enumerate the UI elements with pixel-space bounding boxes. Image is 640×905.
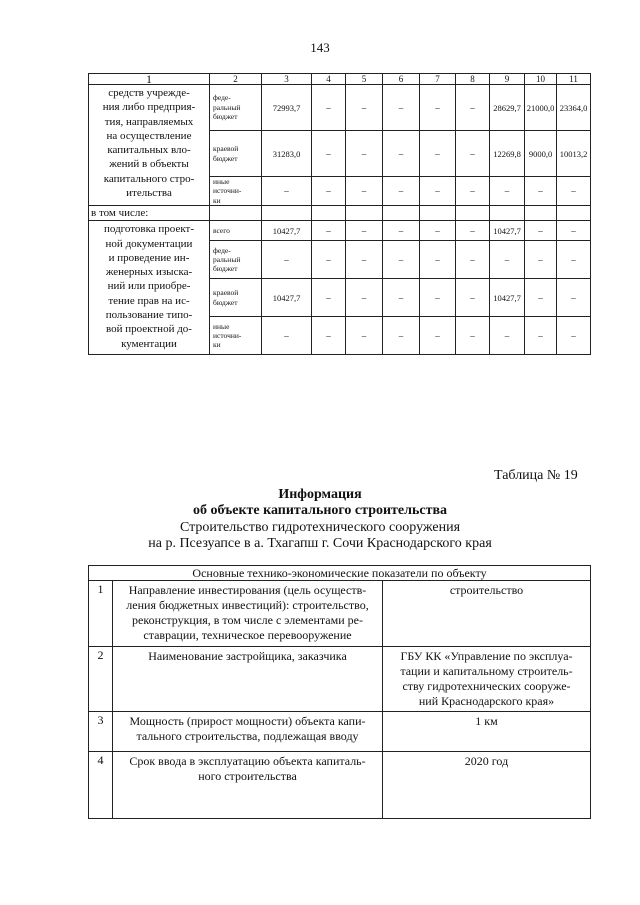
indicator-row <box>89 581 591 647</box>
indicator-value: строительство <box>383 581 591 647</box>
table-cell: – <box>346 221 383 241</box>
indicator-value: 1 км <box>383 712 591 752</box>
table-cell: – <box>346 241 383 279</box>
table-cell: – <box>312 241 346 279</box>
table-cell: – <box>420 85 456 131</box>
table-cell: – <box>383 317 420 355</box>
funding-source: всего <box>210 221 262 241</box>
table-cell: – <box>420 131 456 177</box>
indicator-number: 2 <box>89 647 113 712</box>
col-header: 9 <box>490 74 525 85</box>
funding-source: иные источни- ки <box>210 177 262 206</box>
table-cell: 10013,2 <box>557 131 591 177</box>
table-cell: – <box>490 317 525 355</box>
table-cell: – <box>557 317 591 355</box>
indicator-label: Мощность (прирост мощности) объекта капи- тального строительства, подлежащая вводу <box>113 712 383 752</box>
col-header: 8 <box>456 74 490 85</box>
table-cell: 10427,7 <box>490 221 525 241</box>
table-cell: – <box>383 241 420 279</box>
table-row <box>89 221 591 241</box>
funding-source: краевой бюджет <box>210 131 262 177</box>
table-cell: 21000,0 <box>525 85 557 131</box>
table-cell: – <box>383 85 420 131</box>
indicator-row <box>89 752 591 819</box>
col-header: 7 <box>420 74 456 85</box>
table-cell: – <box>490 177 525 206</box>
col-header: 10 <box>525 74 557 85</box>
col-header: 5 <box>346 74 383 85</box>
object-name-line1: Строительство гидротехнического сооружения <box>179 520 461 535</box>
indicators-header: Основные технико-экономические показатели по объекту <box>89 566 591 581</box>
indicator-number: 4 <box>89 752 113 819</box>
table-cell: 72993,7 <box>262 85 312 131</box>
table-cell: – <box>456 317 490 355</box>
indicators-header-row <box>89 566 591 581</box>
table-cell: – <box>490 241 525 279</box>
col-header: 11 <box>557 74 591 85</box>
table-cell: 10427,7 <box>262 279 312 317</box>
table-cell: – <box>456 85 490 131</box>
table-cell: – <box>420 177 456 206</box>
table-cell: – <box>525 317 557 355</box>
indicator-number: 3 <box>89 712 113 752</box>
table-cell: – <box>456 131 490 177</box>
table-cell: 9000,0 <box>525 131 557 177</box>
table-cell: 31283,0 <box>262 131 312 177</box>
funding-source: феде- ральный бюджет <box>210 85 262 131</box>
table-cell: – <box>312 85 346 131</box>
table-cell: 10427,7 <box>490 279 525 317</box>
info-subtitle: об объекте капитального строительства <box>192 503 448 518</box>
table-cell: – <box>525 279 557 317</box>
page-number: 143 <box>310 40 330 55</box>
indicator-row <box>89 712 591 752</box>
header-row <box>89 74 591 85</box>
table-cell: – <box>420 221 456 241</box>
table-cell: – <box>346 177 383 206</box>
table-cell: – <box>525 241 557 279</box>
table-cell: – <box>262 177 312 206</box>
table-cell: – <box>383 131 420 177</box>
indicator-number: 1 <box>89 581 113 647</box>
table-row <box>89 85 591 131</box>
info-title: Информация <box>278 487 362 502</box>
in-that-number-row <box>89 206 591 221</box>
table-number: Таблица № 19 <box>494 468 578 483</box>
table-cell: – <box>420 241 456 279</box>
table-cell: 10427,7 <box>262 221 312 241</box>
table-cell: – <box>312 317 346 355</box>
indicator-value: 2020 год <box>383 752 591 819</box>
table-cell: – <box>312 177 346 206</box>
table-cell: – <box>312 279 346 317</box>
table-cell: – <box>312 131 346 177</box>
table-cell: – <box>383 221 420 241</box>
table-cell: – <box>456 241 490 279</box>
row-description: подготовка проект- ной документации и проведение ин- женерных изыска- ний или приобре- тение прав на ис- пользование типо- вой проектной до- кументации <box>89 221 210 355</box>
table-cell: – <box>262 317 312 355</box>
col-header: 6 <box>383 74 420 85</box>
col-header: 4 <box>312 74 346 85</box>
funding-source: иные источни- ки <box>210 317 262 355</box>
in-that-number-label: в том числе: <box>89 206 210 221</box>
financing-table <box>88 73 591 355</box>
table-cell: – <box>525 221 557 241</box>
indicators-table <box>88 565 591 819</box>
col-header: 1 <box>89 74 210 85</box>
indicator-value: ГБУ КК «Управление по эксплуа- тации и капитальному строитель- ству гидротехнических сооруже- ний Краснодарского края» <box>383 647 591 712</box>
table-cell: – <box>456 177 490 206</box>
indicator-label: Срок ввода в эксплуатацию объекта капиталь- ного строительства <box>113 752 383 819</box>
table-cell: – <box>383 279 420 317</box>
table-cell: – <box>262 241 312 279</box>
table-cell: 23364,0 <box>557 85 591 131</box>
col-header: 2 <box>210 74 262 85</box>
row-description: средств учрежде- ния либо предприя- тия, направляемых на осуществление капитальных вло- жений в объекты капитального стро- ительства <box>89 85 210 206</box>
table-cell: – <box>312 221 346 241</box>
table-cell: – <box>456 221 490 241</box>
table-cell: – <box>557 241 591 279</box>
funding-source: краевой бюджет <box>210 279 262 317</box>
table-cell: – <box>346 279 383 317</box>
funding-source: феде- ральный бюджет <box>210 241 262 279</box>
table-cell: – <box>557 221 591 241</box>
table-cell: – <box>557 177 591 206</box>
table-cell: – <box>383 177 420 206</box>
table-cell: – <box>456 279 490 317</box>
table-cell: – <box>420 317 456 355</box>
indicator-label: Направление инвестирования (цель осуществ- ления бюджетных инвестиций): строительство, реконструкция, в том числе с элементами ре- ставрации, техническое перевооружение <box>113 581 383 647</box>
table-cell: – <box>557 279 591 317</box>
table-cell: – <box>346 85 383 131</box>
indicator-row <box>89 647 591 712</box>
table-cell: – <box>525 177 557 206</box>
indicator-label: Наименование застройщика, заказчика <box>113 647 383 712</box>
table-cell: – <box>346 131 383 177</box>
table-cell: – <box>420 279 456 317</box>
col-header: 3 <box>262 74 312 85</box>
table-cell: 28629,7 <box>490 85 525 131</box>
table-cell: – <box>346 317 383 355</box>
table-cell: 12269,8 <box>490 131 525 177</box>
object-name-line2: на р. Псезуапсе в а. Тхагапш г. Сочи Краснодарского края <box>148 536 492 551</box>
